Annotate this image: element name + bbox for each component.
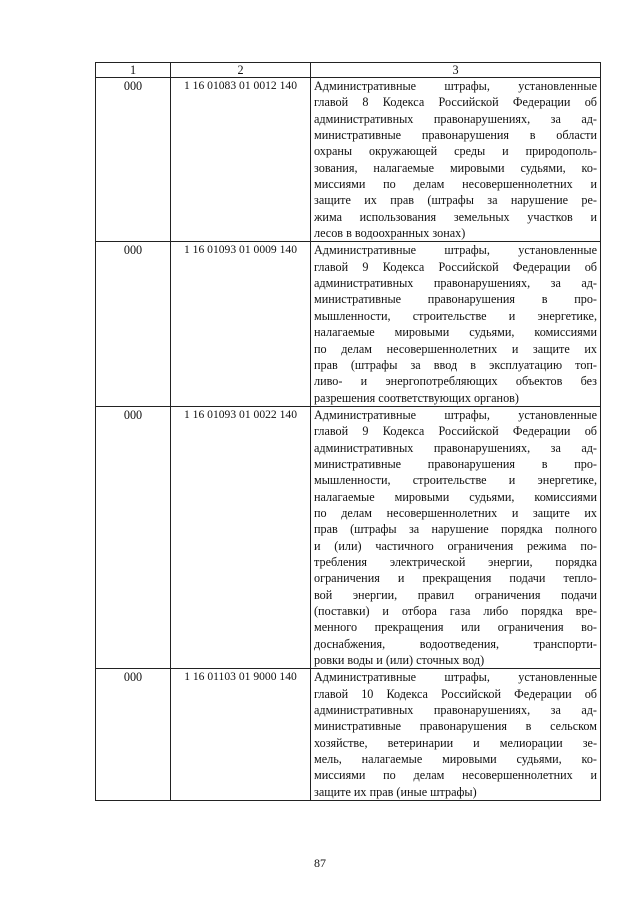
description-line: хозяйстве, ветеринарии и мелиорации зе-	[314, 735, 597, 750]
description-line: прав (штрафы за ввод в эксплуатацию топ-	[314, 357, 597, 372]
description-line: главой 10 Кодекса Российской Федерации об	[314, 686, 597, 701]
description-line: административных правонарушениях, за ад-	[314, 703, 597, 718]
description-line: лесов в водоохранных зонах)	[314, 226, 466, 241]
description-line: министративные правонарушения в области	[314, 128, 597, 143]
description-line: Административные штрафы, установленные	[314, 79, 597, 93]
description-line: министративные правонарушения в про-	[314, 292, 597, 307]
description-line: миссиями по делам несовершеннолетних и	[314, 177, 597, 192]
cell-code: 000	[96, 242, 171, 406]
table-row	[96, 669, 601, 801]
description-line: доснабжения, водоотведения, транспорти-	[314, 636, 597, 651]
description-line: административных правонарушениях, за ад-	[314, 440, 597, 455]
cell-description	[311, 669, 601, 801]
column-header-2: 2	[171, 63, 311, 78]
column-header-3: 3	[311, 63, 601, 78]
description-line: налагаемые мировыми судьями, комиссиями	[314, 489, 597, 504]
cell-code: 000	[96, 78, 171, 242]
description-line: мышленности, строительстве и энергетике,	[314, 473, 597, 488]
description-line: разрешения соответствующих органов)	[314, 390, 519, 405]
table-row	[96, 406, 601, 669]
description-line: жима использования земельных участков и	[314, 209, 597, 224]
description-line: менного прекращения или ограничения во-	[314, 620, 597, 635]
description-line: Административные штрафы, установленные	[314, 407, 597, 422]
description-line: миссиями по делам несовершеннолетних и	[314, 768, 597, 783]
description-line: налагаемые мировыми судьями, комиссиями	[314, 325, 597, 340]
description-line: требления электрической энергии, порядка	[314, 554, 597, 569]
description-line: прав (штрафы за нарушение порядка полного	[314, 522, 597, 537]
cell-code: 000	[96, 406, 171, 669]
description-line: вой энергии, правил ограничения подачи	[314, 587, 597, 602]
description-line: зования, налагаемые мировыми судьями, ко-	[314, 160, 597, 175]
description-line: (поставки) и отбора газа либо порядка вре-	[314, 604, 597, 618]
description-line: мель, налагаемые мировыми судьями, ко-	[314, 752, 597, 767]
description-line: главой 8 Кодекса Российской Федерации об	[314, 95, 597, 110]
description-line: охраны окружающей среды и природополь-	[314, 144, 597, 159]
description-line: ровки воды и (или) сточных вод)	[314, 653, 485, 668]
description-line: министративные правонарушения в сельском	[314, 719, 597, 734]
cell-kbk: 1 16 01103 01 9000 140	[171, 669, 311, 801]
description-line: главой 9 Кодекса Российской Федерации об	[314, 424, 597, 439]
table-row	[96, 242, 601, 406]
description-line: главой 9 Кодекса Российской Федерации об	[314, 259, 597, 274]
cell-kbk: 1 16 01083 01 0012 140	[171, 78, 311, 242]
description-line: Административные штрафы, установленные	[314, 243, 597, 258]
description-line: административных правонарушениях, за ад-	[314, 276, 597, 291]
description-line: по делам несовершеннолетних и защите их	[314, 341, 597, 356]
cell-description	[311, 78, 601, 242]
description-line: защите их прав (штрафы за нарушение ре-	[314, 193, 597, 208]
cell-description	[311, 242, 601, 406]
description-line: министративные правонарушения в про-	[314, 456, 597, 471]
description-line: по делам несовершеннолетних и защите их	[314, 505, 597, 520]
description-line: ограничения и прекращения подачи тепло-	[314, 571, 597, 586]
table-body	[96, 78, 601, 801]
description-line: Административные штрафы, установленные	[314, 670, 597, 685]
cell-kbk: 1 16 01093 01 0022 140	[171, 406, 311, 669]
description-line: защите их прав (иные штрафы)	[314, 784, 477, 799]
page-number: 87	[314, 856, 326, 870]
description-line: административных правонарушениях, за ад-	[314, 111, 597, 126]
description-line: ливо- и энергопотребляющих объектов без	[314, 374, 597, 389]
table-row	[96, 78, 601, 242]
cell-code: 000	[96, 669, 171, 801]
cell-description	[311, 406, 601, 669]
description-line: и (или) частичного ограничения режима по-	[314, 538, 597, 553]
cell-kbk: 1 16 01093 01 0009 140	[171, 242, 311, 406]
description-line: мышленности, строительстве и энергетике,	[314, 308, 597, 323]
table-header-row	[96, 63, 601, 78]
column-header-1: 1	[96, 63, 171, 78]
fines-table	[95, 62, 601, 801]
